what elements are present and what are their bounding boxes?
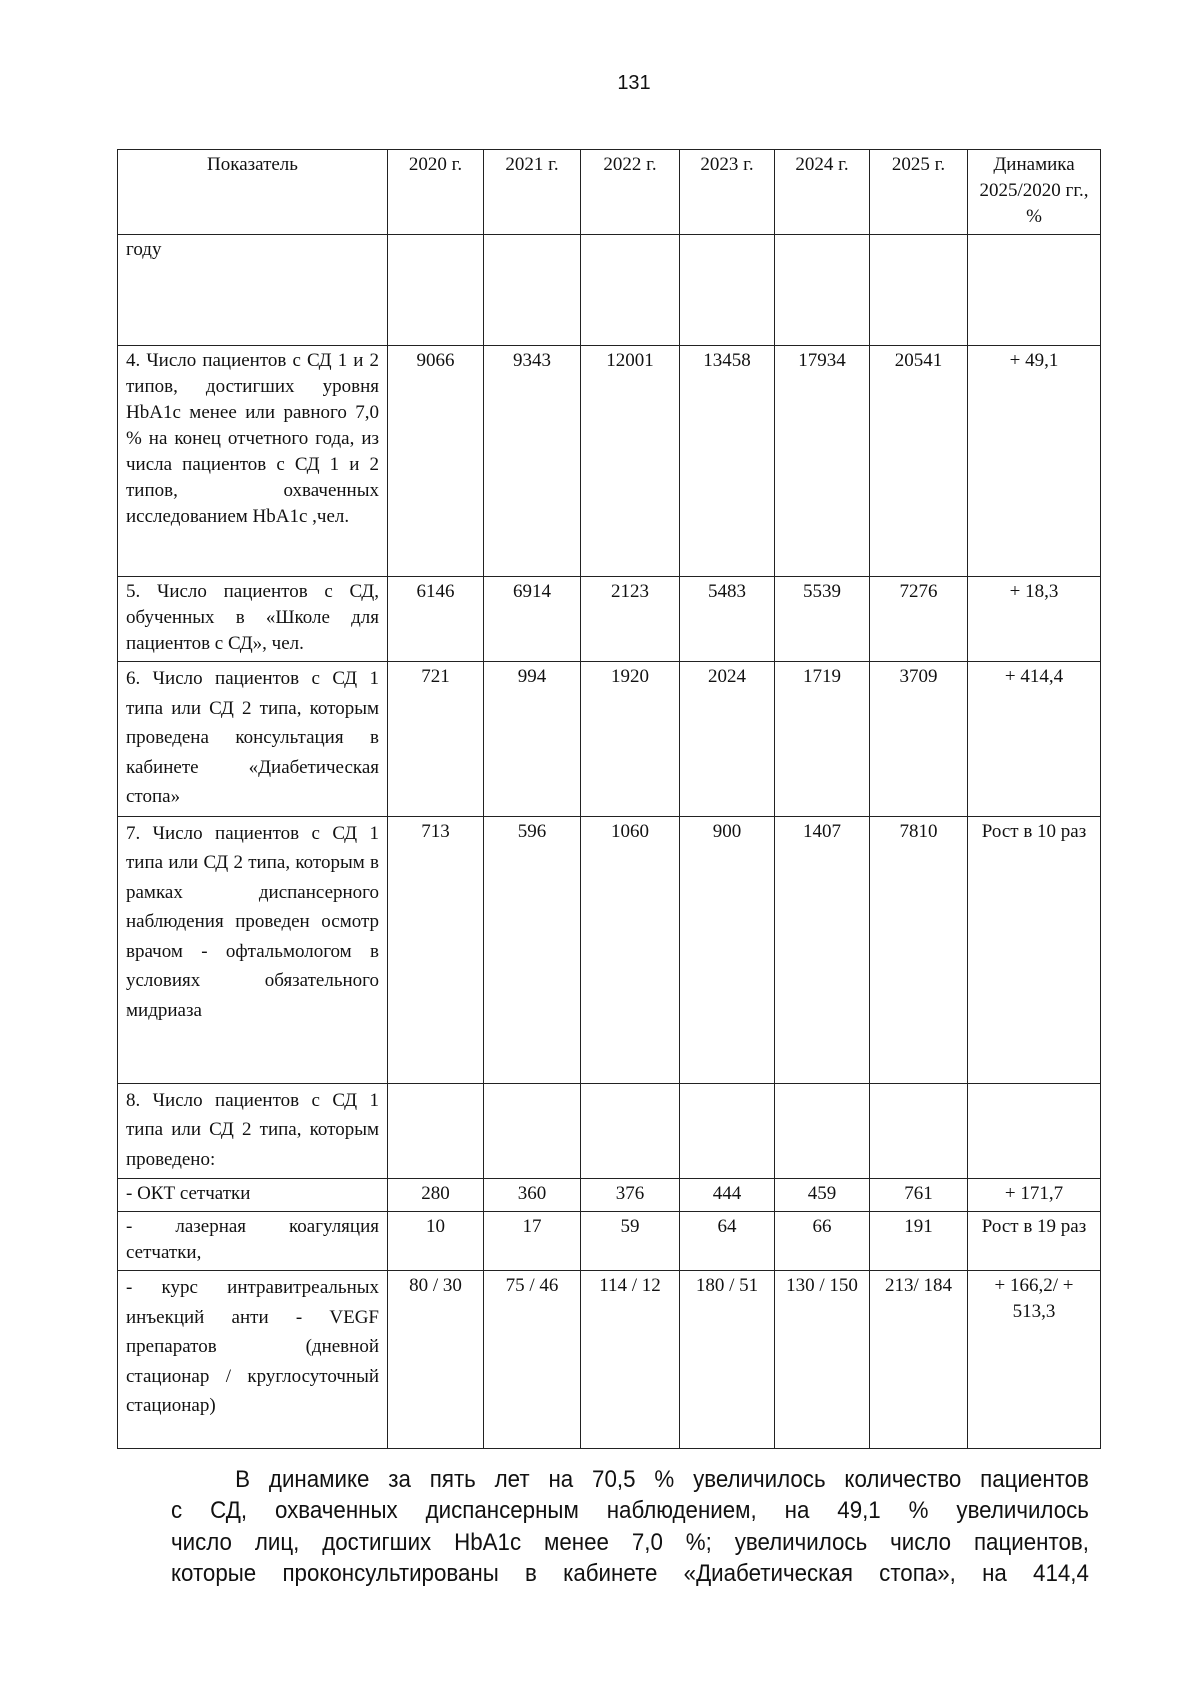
value-2020: 6146 [388, 577, 484, 662]
value-2024: 66 [775, 1212, 870, 1271]
value-2022 [581, 1083, 680, 1179]
value-2020: 721 [388, 662, 484, 817]
value-2022: 2123 [581, 577, 680, 662]
value-2022: 12001 [581, 346, 680, 577]
indicator-cell: году [118, 235, 388, 346]
dynamics-cell [968, 235, 1101, 346]
statistics-table [117, 149, 1101, 1449]
value-2025: 213/ 184 [870, 1271, 968, 1449]
table-row [118, 1179, 1101, 1212]
value-2021: 6914 [484, 577, 581, 662]
value-2023: 5483 [680, 577, 775, 662]
value-2025: 761 [870, 1179, 968, 1212]
dynamics-cell: Рост в 19 раз [968, 1212, 1101, 1271]
body-paragraph [171, 1464, 1089, 1589]
header-2021: 2021 г. [484, 150, 581, 235]
dynamics-cell: + 18,3 [968, 577, 1101, 662]
value-2022: 59 [581, 1212, 680, 1271]
value-2020: 80 / 30 [388, 1271, 484, 1449]
value-2024 [775, 235, 870, 346]
table-header-row [118, 150, 1101, 235]
indicator-cell: - лазерная коагуляция сетчатки, [118, 1212, 388, 1271]
value-2020: 10 [388, 1212, 484, 1271]
value-2024 [775, 1083, 870, 1179]
value-2022: 376 [581, 1179, 680, 1212]
value-2025: 3709 [870, 662, 968, 817]
dynamics-cell: + 171,7 [968, 1179, 1101, 1212]
value-2021: 360 [484, 1179, 581, 1212]
value-2024: 459 [775, 1179, 870, 1212]
value-2023: 900 [680, 816, 775, 1083]
table-row [118, 235, 1101, 346]
dynamics-cell: + 49,1 [968, 346, 1101, 577]
header-indicator: Показатель [118, 150, 388, 235]
header-2024: 2024 г. [775, 150, 870, 235]
value-2025: 191 [870, 1212, 968, 1271]
indicator-cell: 7. Число пациентов с СД 1 типа или СД 2 типа, которым в рамках диспансерного наблюдения проведен осмотр врачом - офтальмологом в условиях обязательного мидриаза [118, 816, 388, 1083]
value-2024: 17934 [775, 346, 870, 577]
dynamics-cell: Рост в 10 раз [968, 816, 1101, 1083]
value-2023 [680, 235, 775, 346]
table-row [118, 1271, 1101, 1449]
indicator-cell: 4. Число пациентов с СД 1 и 2 типов, достигших уровня HbA1c менее или равного 7,0 % на конец отчетного года, из числа пациентов с СД 1 и 2 типов, охваченных исследованием HbA1c ,чел. [118, 346, 388, 577]
value-2023: 444 [680, 1179, 775, 1212]
header-2023: 2023 г. [680, 150, 775, 235]
header-2020: 2020 г. [388, 150, 484, 235]
value-2020: 713 [388, 816, 484, 1083]
page-number: 131 [617, 72, 651, 94]
value-2024: 5539 [775, 577, 870, 662]
value-2021: 9343 [484, 346, 581, 577]
value-2021: 596 [484, 816, 581, 1083]
paragraph-line: В динамике за пять лет на 70,5 % увеличилось количество пациентов [235, 1466, 1089, 1493]
indicator-cell: - курс интравитреальных инъекций анти - VEGF препаратов (дневной стационар / круглосуточный стационар) [118, 1271, 388, 1449]
value-2020 [388, 235, 484, 346]
value-2021 [484, 235, 581, 346]
value-2023: 180 / 51 [680, 1271, 775, 1449]
paragraph-line: с СД, охваченных диспансерным наблюдением, на 49,1 % увеличилось [171, 1497, 1089, 1525]
table-row [118, 662, 1101, 817]
paragraph-line: которые проконсультированы в кабинете «Диабетическая стопа», на 414,4 [171, 1559, 1089, 1587]
value-2023: 2024 [680, 662, 775, 817]
value-2021: 17 [484, 1212, 581, 1271]
header-2022: 2022 г. [581, 150, 680, 235]
value-2023: 13458 [680, 346, 775, 577]
value-2023 [680, 1083, 775, 1179]
header-2025: 2025 г. [870, 150, 968, 235]
value-2022: 114 / 12 [581, 1271, 680, 1449]
table-row [118, 816, 1101, 1083]
dynamics-cell: + 166,2/ + 513,3 [968, 1271, 1101, 1449]
value-2023: 64 [680, 1212, 775, 1271]
value-2021 [484, 1083, 581, 1179]
value-2025 [870, 1083, 968, 1179]
table-row [118, 577, 1101, 662]
value-2025: 7810 [870, 816, 968, 1083]
value-2024: 1407 [775, 816, 870, 1083]
table-row [118, 346, 1101, 577]
value-2021: 75 / 46 [484, 1271, 581, 1449]
value-2020: 280 [388, 1179, 484, 1212]
indicator-cell: 8. Число пациентов с СД 1 типа или СД 2 типа, которым проведено: [118, 1083, 388, 1179]
header-dynamics: Динамика 2025/2020 гг., % [968, 150, 1101, 235]
value-2020: 9066 [388, 346, 484, 577]
indicator-cell: - ОКТ сетчатки [118, 1179, 388, 1212]
value-2022: 1920 [581, 662, 680, 817]
value-2025 [870, 235, 968, 346]
table-row [118, 1083, 1101, 1179]
value-2022: 1060 [581, 816, 680, 1083]
dynamics-cell: + 414,4 [968, 662, 1101, 817]
value-2025: 20541 [870, 346, 968, 577]
value-2024: 1719 [775, 662, 870, 817]
value-2024: 130 / 150 [775, 1271, 870, 1449]
indicator-cell: 5. Число пациентов с СД, обученных в «Школе для пациентов с СД», чел. [118, 577, 388, 662]
value-2020 [388, 1083, 484, 1179]
value-2021: 994 [484, 662, 581, 817]
indicator-cell: 6. Число пациентов с СД 1 типа или СД 2 типа, которым проведена консультация в кабинете «Диабетическая стопа» [118, 662, 388, 817]
value-2022 [581, 235, 680, 346]
table-row [118, 1212, 1101, 1271]
paragraph-line: число лиц, достигших HbA1c менее 7,0 %; увеличилось число пациентов, [171, 1528, 1089, 1556]
dynamics-cell [968, 1083, 1101, 1179]
value-2025: 7276 [870, 577, 968, 662]
